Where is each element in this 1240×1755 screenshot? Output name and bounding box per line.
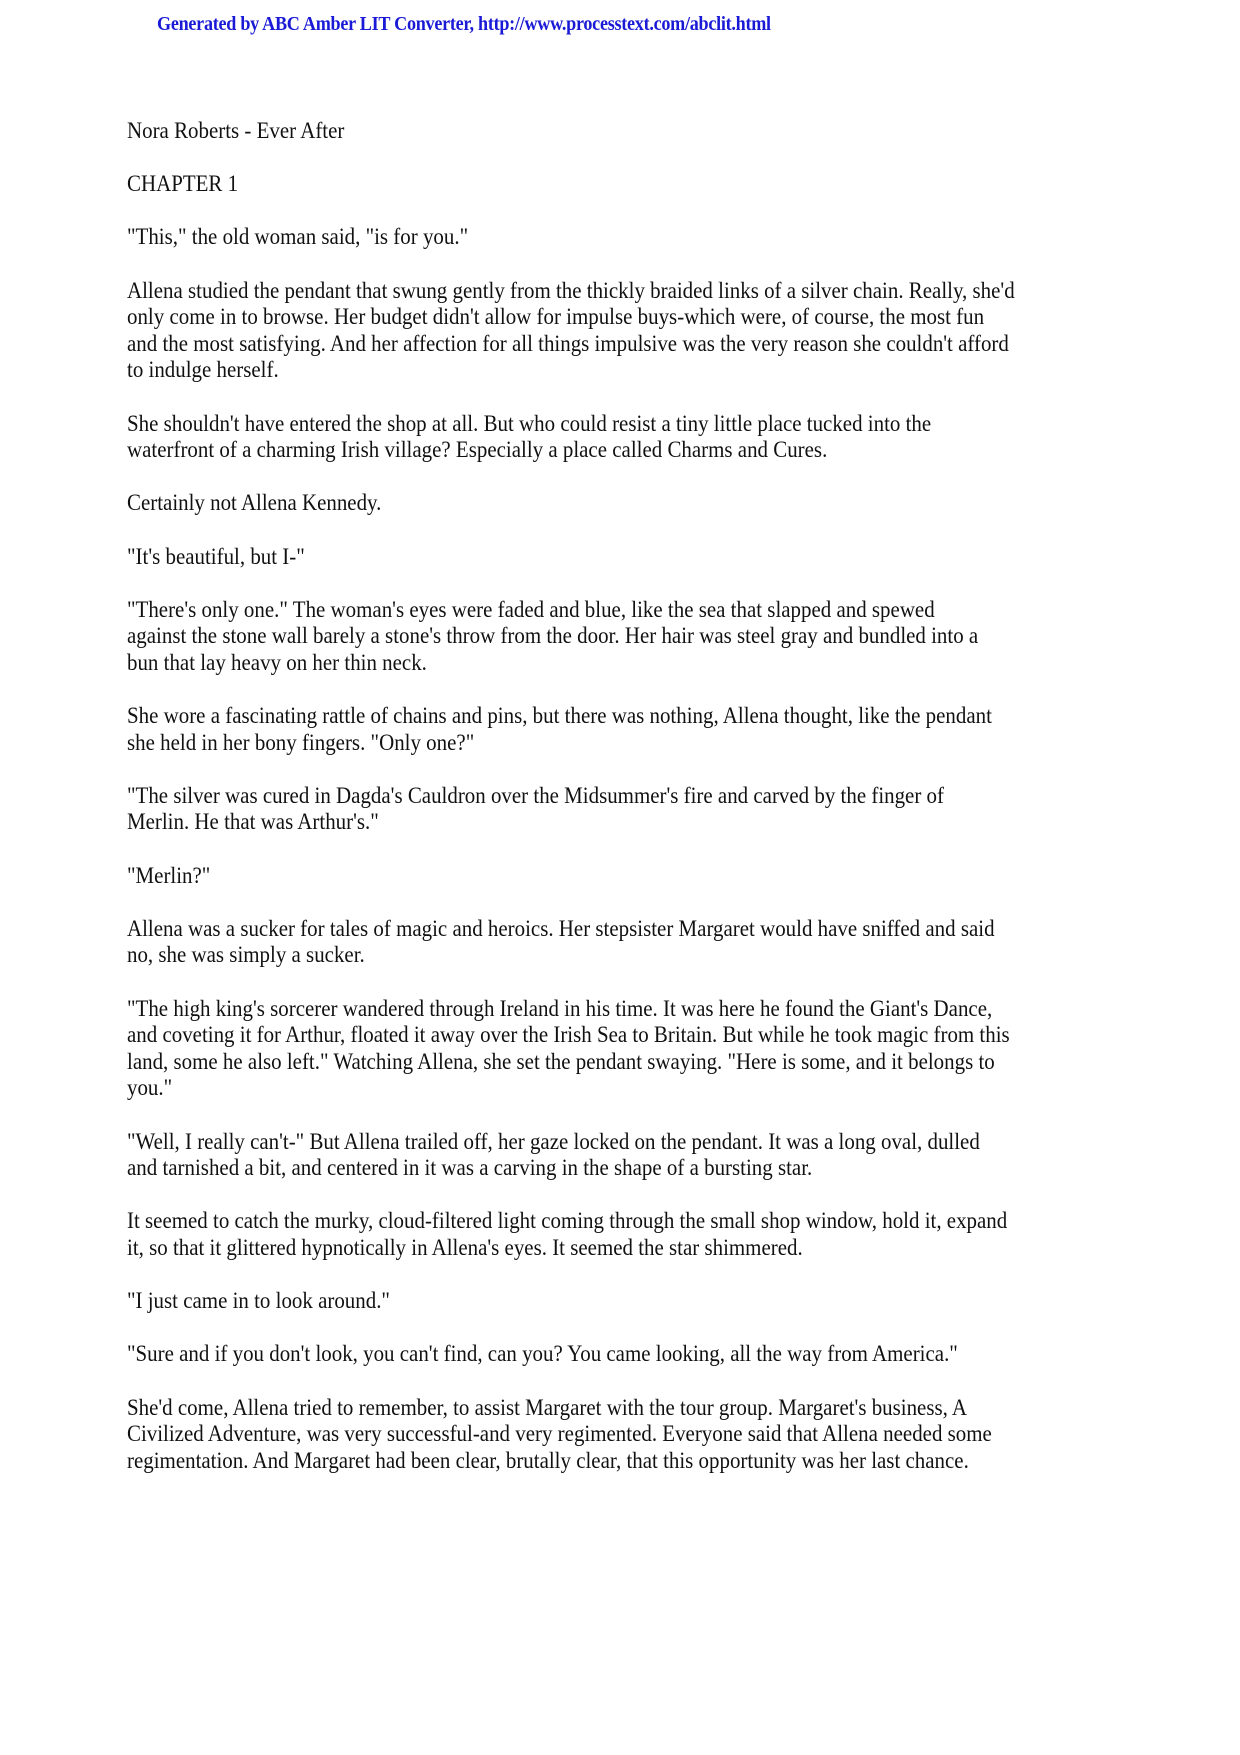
text-line: "Well, I really can't-" But Allena trailed off, her gaze locked on the pendant. It was a long oval, dulled [127,1128,980,1154]
text-line: regimentation. And Margaret had been clear, brutally clear, that this opportunity was her last chance. [127,1447,969,1473]
text-line: Allena studied the pendant that swung gently from the thickly braided links of a silver chain. Really, she'd [127,277,1015,303]
text-line: "Sure and if you don't look, you can't find, can you? You came looking, all the way from America." [127,1341,958,1367]
paragraph [127,278,1127,384]
text-line: She wore a fascinating rattle of chains and pins, but there was nothing, Allena thought, like the pendant [127,703,992,729]
paragraph [127,544,1127,571]
text-line: no, she was simply a sucker. [127,942,365,968]
text-line: She shouldn't have entered the shop at all. But who could resist a tiny little place tucked into the [127,410,932,436]
paragraph [127,490,1127,517]
text-line: "I just came in to look around." [127,1288,390,1314]
text-line: land, some he also left." Watching Allena, she set the pendant swaying. "Here is some, and it belongs to [127,1048,995,1074]
paragraph [127,703,1127,756]
text-line: and coveting it for Arthur, floated it away over the Irish Sea to Britain. But while he took magic from this [127,1022,1010,1048]
text-line: she held in her bony fingers. "Only one?" [127,729,475,755]
text-line: "There's only one." The woman's eyes were faded and blue, like the sea that slapped and spewed [127,596,935,622]
paragraph [127,1341,1127,1368]
text-line: "The high king's sorcerer wandered through Ireland in his time. It was here he found the Giant's Dance, [127,995,993,1021]
text-line: only come in to browse. Her budget didn't allow for impulse buys-which were, of course, the most fun [127,304,985,330]
text-line: It seemed to catch the murky, cloud-filtered light coming through the small shop window, hold it, expand [127,1208,1008,1234]
text-line: She'd come, Allena tried to remember, to assist Margaret with the tour group. Margaret's business, A [127,1394,968,1420]
text-line: "This," the old woman said, "is for you." [127,224,469,250]
paragraph [127,224,1127,251]
paragraph [127,783,1127,836]
text-line: Merlin. He that was Arthur's." [127,809,379,835]
paragraph [127,411,1127,464]
paragraph [127,1208,1127,1261]
paragraph [127,996,1127,1102]
paragraph [127,863,1127,890]
text-line: to indulge herself. [127,357,279,383]
converter-banner-link[interactable]: Generated by ABC Amber LIT Converter, http://www.processtext.com/abclit.html [157,14,771,35]
text-line: "It's beautiful, but I-" [127,543,305,569]
text-line: and the most satisfying. And her affection for all things impulsive was the very reason she couldn't afford [127,330,1009,356]
text-line: bun that lay heavy on her thin neck. [127,649,427,675]
document-page [127,118,1127,1501]
paragraph [127,1395,1127,1475]
text-line: against the stone wall barely a stone's throw from the door. Her hair was steel gray and bundled into a [127,623,979,649]
text-line: and tarnished a bit, and centered in it was a carving in the shape of a bursting star. [127,1155,813,1181]
text-line: Allena was a sucker for tales of magic and heroics. Her stepsister Margaret would have sniffed and said [127,915,995,941]
paragraph [127,597,1127,677]
text-line: Certainly not Allena Kennedy. [127,490,382,516]
text-line: Civilized Adventure, was very successful-and very regimented. Everyone said that Allena needed some [127,1421,992,1447]
paragraph [127,1288,1127,1315]
text-line: you." [127,1075,173,1101]
text-line: "Merlin?" [127,862,211,888]
text-line: "The silver was cured in Dagda's Cauldron over the Midsummer's fire and carved by the finger of [127,782,944,808]
document-title: Nora Roberts - Ever After [127,118,345,143]
chapter-heading: CHAPTER 1 [127,171,239,197]
text-line: it, so that it glittered hypnotically in Allena's eyes. It seemed the star shimmered. [127,1234,803,1260]
text-line: waterfront of a charming Irish village? Especially a place called Charms and Cures. [127,437,828,463]
paragraph [127,1129,1127,1182]
paragraph [127,916,1127,969]
